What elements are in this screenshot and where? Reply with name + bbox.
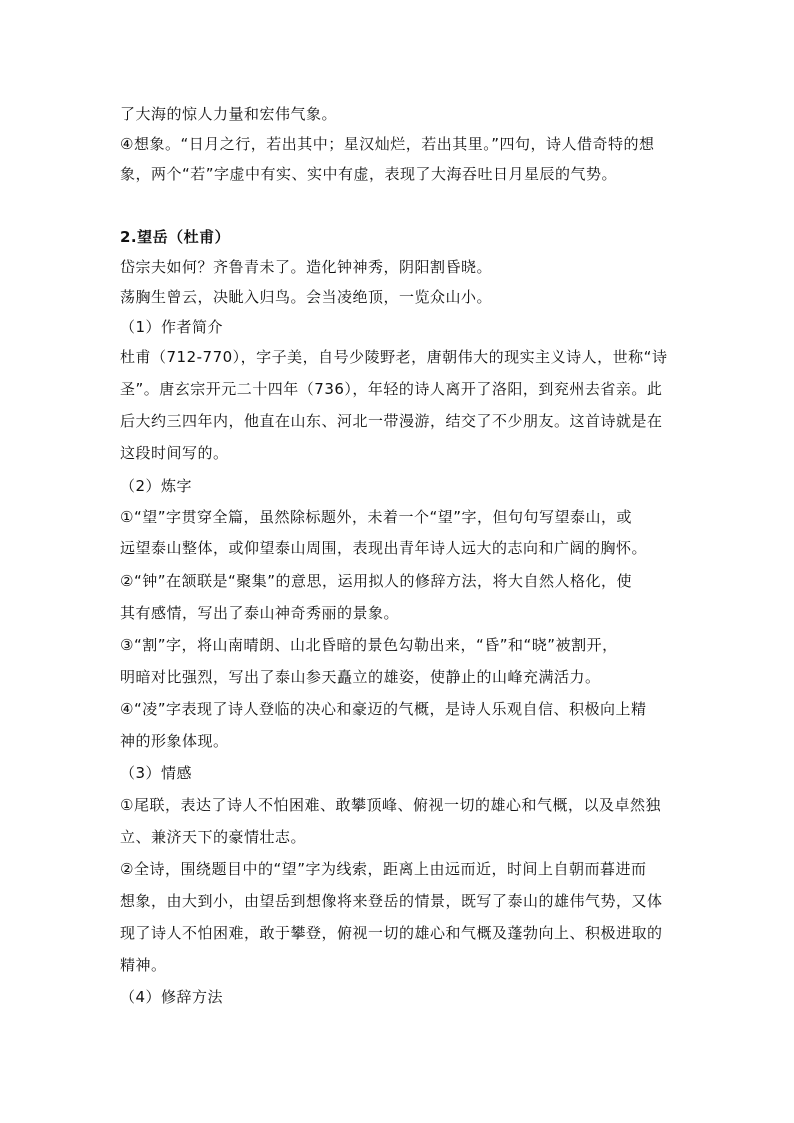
text-line: 想象，由大到小，由望岳到想像将来登岳的情景，既写了泰山的雄伟气势，又体 [120, 892, 663, 910]
text-line: 象，两个“若”字虚中有实、实中有虚，表现了大海吞吐日月星辰的气势。 [120, 165, 618, 183]
text-line: ④“凌”字表现了诗人登临的决心和豪迈的气概，是诗人乐观自信、积极向上精 [120, 700, 647, 718]
text-line: 立、兼济天下的豪情壮志。 [120, 828, 307, 846]
subsection-heading: （2）炼字 [120, 477, 193, 495]
text-line: 了大海的惊人力量和宏伟气象。 [120, 105, 338, 123]
text-line: 圣”。唐玄宗开元二十四年（736），年轻的诗人离开了洛阳，到兖州去省亲。此 [120, 380, 663, 398]
text-line: 这段时间写的。 [120, 444, 229, 462]
text-line: ②全诗，围绕题目中的“望”字为线索，距离上由远而近，时间上自朝而暮进而 [120, 860, 647, 878]
text-line: 远望泰山整体，或仰望泰山周围，表现出青年诗人远大的志向和广阔的胸怀。 [120, 539, 648, 557]
poem-line: 荡胸生曾云，决眦入归鸟。会当凌绝顶，一览众山小。 [120, 288, 493, 306]
text-line: 神的形象体现。 [120, 732, 229, 750]
text-line: 现了诗人不怕困难，敢于攀登，俯视一切的雄心和气概及蓬勃向上、积极进取的 [120, 924, 663, 942]
subsection-heading: （4）修辞方法 [120, 988, 224, 1006]
text-line: 杜甫（712-770），字子美，自号少陵野老，唐朝伟大的现实主义诗人，世称“诗 [120, 348, 668, 366]
text-line: ③“割”字，将山南晴朗、山北昏暗的景色勾勒出来，“昏”和“晓”被割开， [120, 636, 618, 654]
text-line: ①“望”字贯穿全篇，虽然除标题外，未着一个“望”字，但句句写望泰山，或 [120, 508, 633, 526]
text-line: 后大约三四年内，他直在山东、河北一带漫游，结交了不少朋友。这首诗就是在 [120, 412, 663, 430]
subsection-heading: （1）作者简介 [120, 318, 224, 336]
section-title: 2.望岳（杜甫） [120, 228, 231, 246]
text-line: ①尾联，表达了诗人不怕困难、敢攀顶峰、俯视一切的雄心和气概，以及卓然独 [120, 796, 661, 814]
text-line: ②“钟”在颔联是“聚集”的意思，运用拟人的修辞方法，将大自然人格化，使 [120, 572, 633, 590]
text-line: 精神。 [120, 956, 167, 974]
text-line: ④想象。“日月之行，若出其中；星汉灿烂，若出其里。”四句，诗人借奇特的想 [120, 135, 655, 153]
subsection-heading: （3）情感 [120, 764, 193, 782]
text-line: 其有感情，写出了泰山神奇秀丽的景象。 [120, 604, 400, 622]
poem-line: 岱宗夫如何？齐鲁青未了。造化钟神秀，阴阳割昏晓。 [120, 258, 493, 276]
text-line: 明暗对比强烈，写出了泰山参天矗立的雄姿，使静止的山峰充满活力。 [120, 668, 601, 686]
